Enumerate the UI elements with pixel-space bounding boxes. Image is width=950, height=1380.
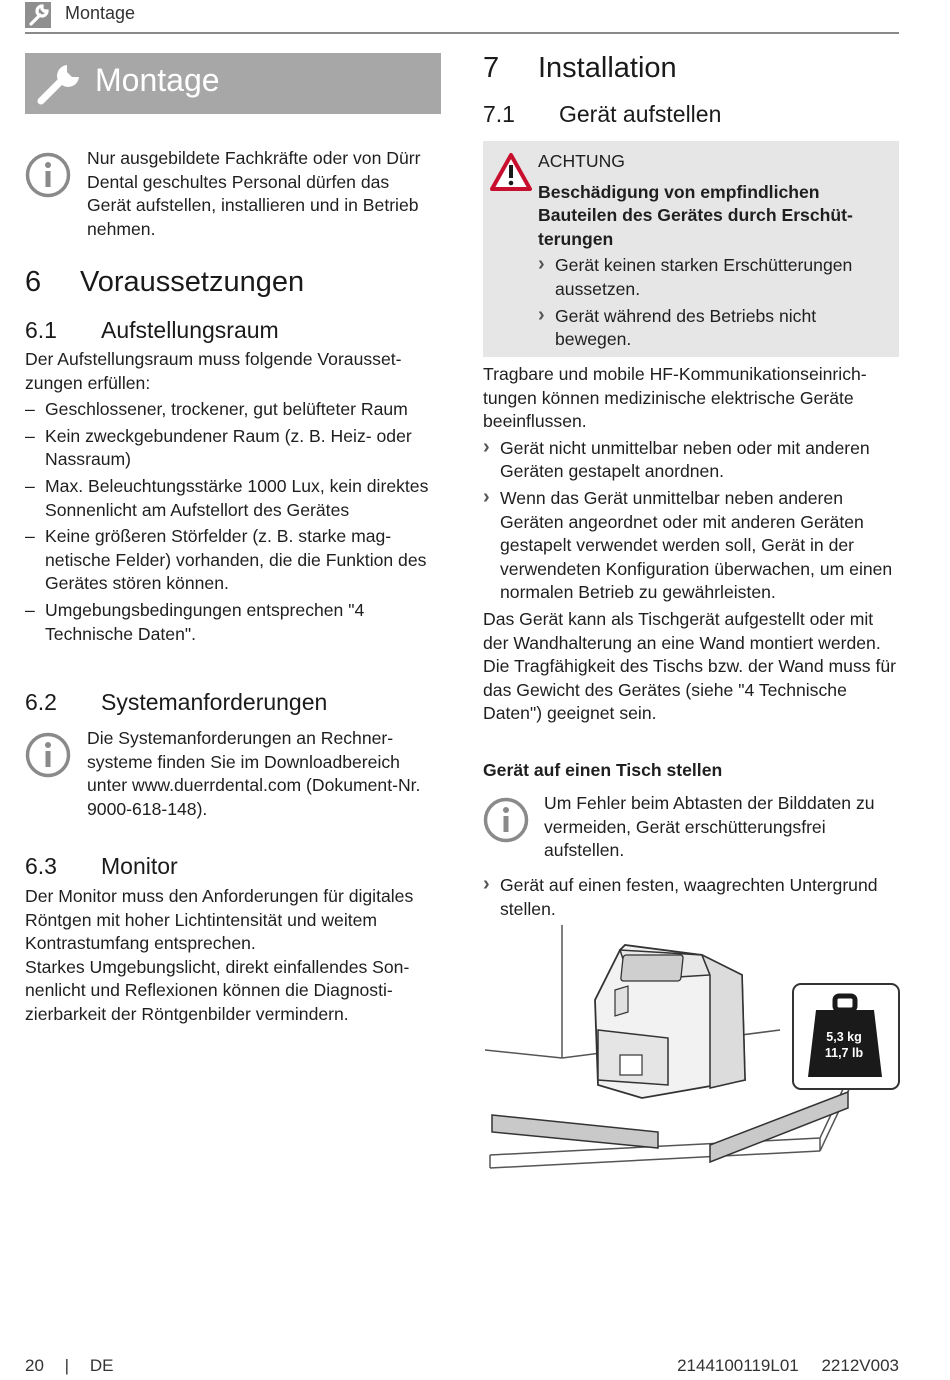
- list-item: › Gerät keinen starken Erschütterungen aussetzen.: [538, 254, 890, 301]
- section-title: Aufstellungsraum: [101, 317, 279, 343]
- weight-lb: 11,7 lb: [824, 1046, 864, 1060]
- table-note: Um Fehler beim Abtasten der Bilddaten zu vermeiden, Gerät erschütterungsfrei aufstellen.: [544, 793, 875, 861]
- warning-steps: [538, 254, 890, 351]
- warning-box: [483, 141, 899, 357]
- list-item: – Geschlossener, trockener, gut belüfteter Raum: [25, 398, 443, 422]
- footer-left: [25, 1356, 113, 1376]
- info-icon: [25, 152, 71, 198]
- paragraph: Der Aufstellungsraum muss folgende Voraussetzungen erfüllen:: [25, 349, 402, 393]
- page-number: 20: [25, 1356, 44, 1375]
- section-6-2-heading: [25, 689, 441, 717]
- warning-label: ACHTUNG: [538, 151, 625, 171]
- section-number: 6.2: [25, 689, 57, 715]
- section-title: Systemanforderungen: [101, 689, 328, 715]
- footer-separator: |: [64, 1356, 70, 1375]
- section-title: Gerät aufstellen: [559, 101, 722, 127]
- section-6-1-heading: [25, 317, 441, 345]
- list-item: – Max. Beleuchtungsstärke 1000 Lux, kein direktes Sonnenlicht am Aufstellort des Gerätes: [25, 475, 443, 522]
- language-code: DE: [89, 1356, 114, 1375]
- requirements-list: [25, 398, 443, 646]
- running-header-title: Montage: [65, 3, 136, 23]
- section-number: 7.1: [483, 101, 515, 127]
- paragraph: Die Tragfähigkeit des Tischs bzw. der Wand muss für das Gewicht des Gerätes (siehe "4 Technische Daten") geeignet sein.: [483, 656, 896, 724]
- warning-triangle-icon: [489, 152, 533, 192]
- chapter-banner: [25, 53, 441, 114]
- list-item: – Kein zweckgebundener Raum (z. B. Heiz- oder Nassraum): [25, 425, 443, 472]
- section-number: 7: [483, 52, 500, 84]
- section-7-heading: [483, 52, 899, 88]
- subheading: Gerät auf einen Tisch stellen: [483, 760, 723, 780]
- wrench-icon: [35, 61, 85, 107]
- weight-kg: 5,3 kg: [826, 1030, 862, 1044]
- banner-title: Montage: [95, 62, 220, 98]
- section-title: Installation: [538, 52, 677, 84]
- section-number: 6: [25, 266, 42, 298]
- section-6-3-body: [25, 885, 443, 1027]
- info-icon: [25, 732, 71, 778]
- section-7-1-body: [483, 363, 901, 726]
- footer-right: [677, 1356, 899, 1376]
- info-icon: [483, 797, 529, 843]
- list-item: – Umgebungsbedingungen entsprechen "4 Technische Daten".: [25, 599, 443, 646]
- intro-note-text: Nur ausgebildete Fachkräfte oder von Dürr Dental geschultes Personal dürfen das Gerät aufstellen, installieren und in Betrieb nehmen.: [87, 148, 421, 239]
- section-title: Voraussetzungen: [80, 266, 305, 298]
- paragraph: Das Gerät kann als Tischgerät aufgestellt oder mit der Wandhalterung an eine Wand montiert werden.: [483, 608, 881, 653]
- list-item: › Gerät während des Betriebs nicht bewegen.: [538, 305, 890, 352]
- paragraph: Starkes Umgebungslicht, direkt einfallendes Sonnenlicht und Reflexionen können die Diagnostizierbarkeit der Röntgenbilder vermindern.: [25, 956, 410, 1024]
- wrench-icon: [25, 2, 51, 28]
- paragraph: Der Monitor muss den Anforderungen für digitales Röntgen mit hoher Lichtintensität und weitem Kontrastumfang entsprechen.: [25, 886, 414, 954]
- list-item: › Gerät auf einen festen, waagrechten Untergrund stellen.: [483, 874, 883, 921]
- section-7-1-heading: [483, 101, 899, 129]
- warning-heading: Beschädigung von empfindlichen Bauteilen des Gerätes durch Erschütterungen: [538, 181, 853, 249]
- hf-steps: [483, 437, 901, 605]
- section-number: 6.1: [25, 317, 57, 343]
- table-steps: [483, 874, 883, 924]
- list-item: – Keine größeren Störfelder (z. B. starke magnetische Felder) vorhanden, die die Funktion des Gerätes stören können.: [25, 525, 443, 596]
- section-6-3-heading: [25, 853, 441, 881]
- paragraph: Tragbare und mobile HF-Kommunikationseinrichtungen können medizinische elektrische Geräte beeinflussen.: [483, 364, 867, 432]
- system-requirements-note: Die Systemanforderungen an Rechnersysteme finden Sie im Downloadbereich unter www.duerrdental.com (Dokument-Nr. 9000-618-148).: [87, 728, 421, 819]
- section-number: 6.3: [25, 853, 57, 879]
- list-item: › Wenn das Gerät unmittelbar neben anderen Geräten angeordnet oder mit anderen Geräten gestapelt verwendet werden soll, Gerät in der verwendeten Konfiguration überwachen, um einen normalen Betrieb zu gewährleisten.: [483, 487, 901, 605]
- document-number: 2144100119L01: [677, 1356, 799, 1375]
- weight-badge: [792, 983, 900, 1090]
- section-title: Monitor: [101, 853, 178, 879]
- section-6-1-body: [25, 348, 443, 649]
- running-header: [25, 0, 899, 34]
- section-6-heading: [25, 266, 441, 302]
- list-item: › Gerät nicht unmittelbar neben oder mit anderen Geräten gestapelt anordnen.: [483, 437, 901, 484]
- document-version: 2212V003: [821, 1356, 899, 1375]
